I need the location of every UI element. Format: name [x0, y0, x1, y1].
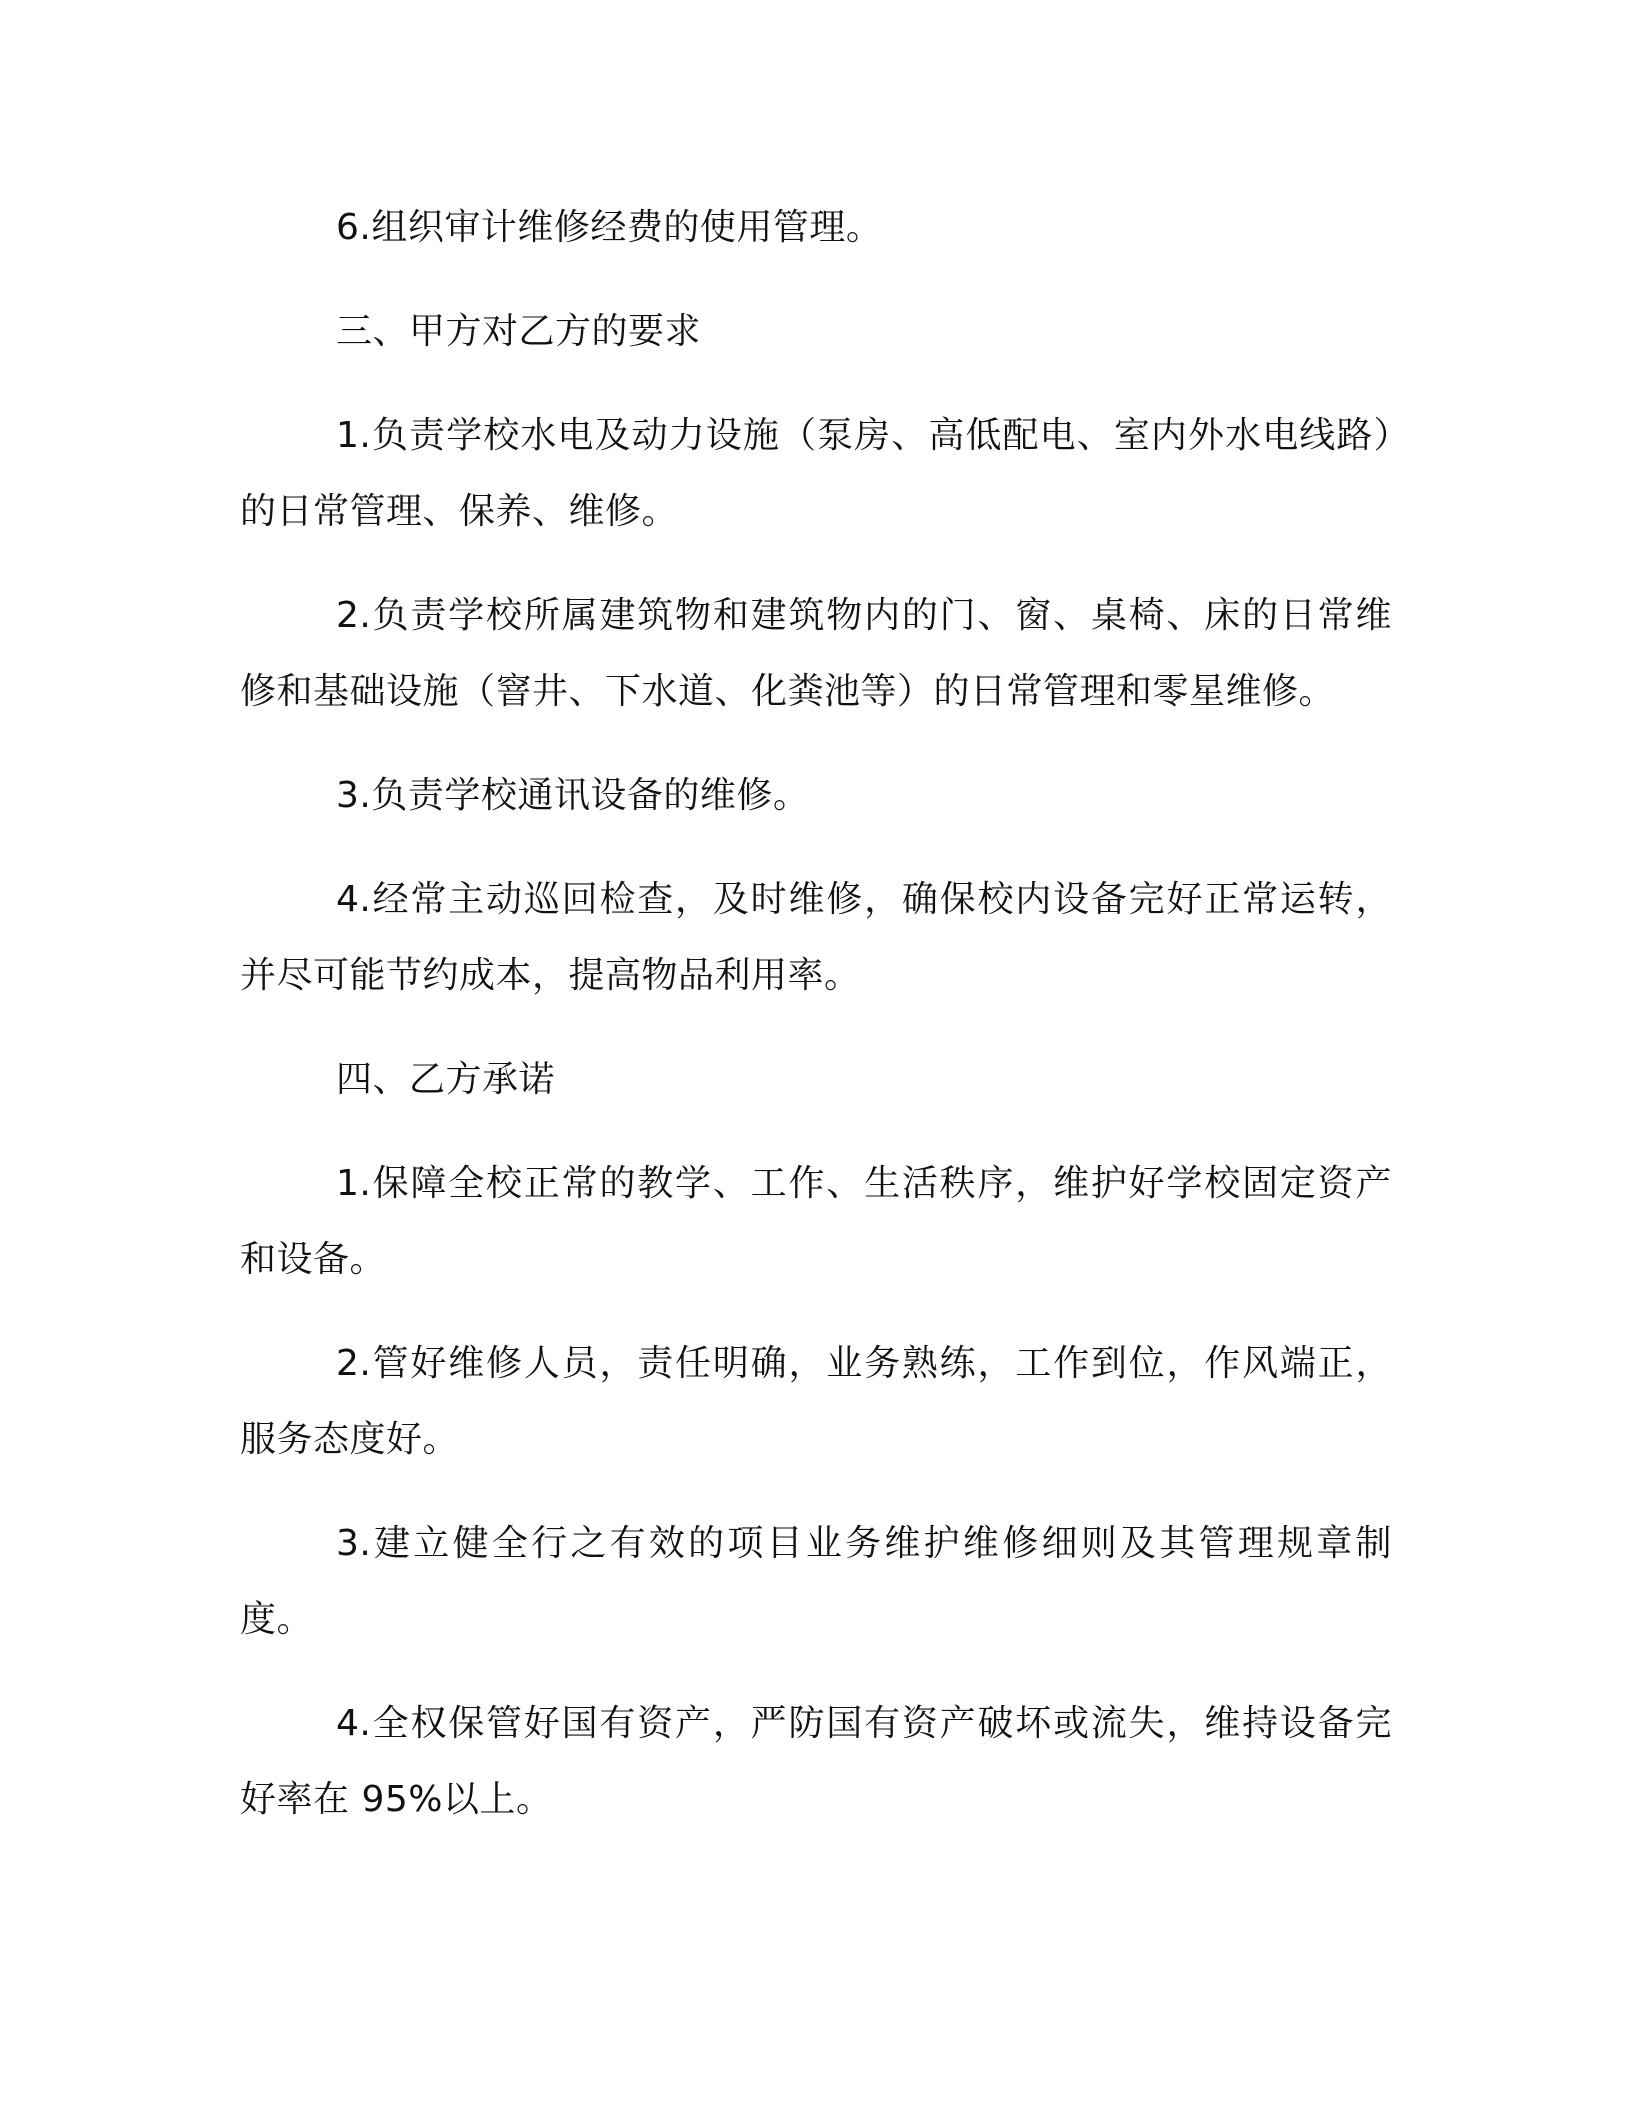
- section-2-item-6: 6.组织审计维修经费的使用管理。: [336, 207, 883, 248]
- section-4-item-1: 1.保障全校正常的教学、工作、生活秩序，维护好学校固定资产和设备。: [240, 1163, 1392, 1280]
- section-3-item-3: 3.负责学校通讯设备的维修。: [336, 775, 810, 816]
- section-4-title: 四、乙方承诺: [336, 1059, 556, 1100]
- section-3-item-1: 1.负责学校水电及动力设施（泵房、高低配电、室内外水电线路）的日常管理、保养、维修。: [240, 415, 1392, 532]
- section-3-item-2: 2.负责学校所属建筑物和建筑物内的门、窗、桌椅、床的日常维修和基础设施（窨井、下水道、化粪池等）的日常管理和零星维修。: [240, 595, 1392, 712]
- document-body: [240, 190, 1392, 1866]
- section-3-item-4: 4.经常主动巡回检查，及时维修，确保校内设备完好正常运转，并尽可能节约成本，提高物品利用率。: [240, 879, 1392, 996]
- section-4-item-2: 2.管好维修人员，责任明确，业务熟练，工作到位，作风端正，服务态度好。: [240, 1343, 1392, 1460]
- section-4-item-4: 4.全权保管好国有资产，严防国有资产破坏或流失，维持设备完好率在 95%以上。: [240, 1703, 1392, 1820]
- section-3-title: 三、甲方对乙方的要求: [336, 311, 702, 352]
- section-4-item-3: 3.建立健全行之有效的项目业务维护维修细则及其管理规章制度。: [240, 1523, 1392, 1640]
